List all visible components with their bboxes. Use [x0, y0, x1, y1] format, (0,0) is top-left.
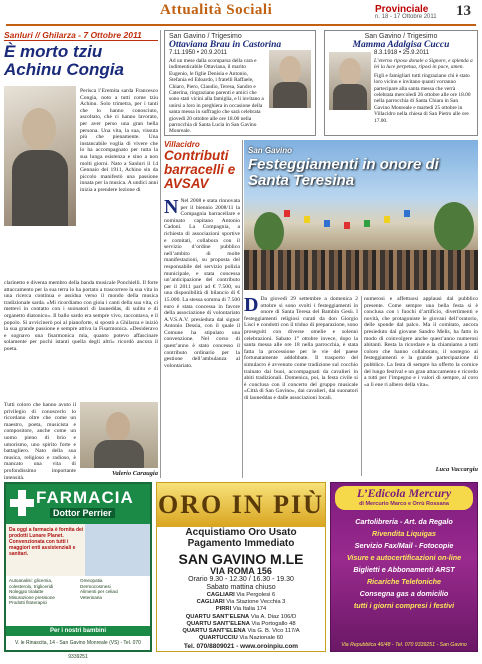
- list-item: Rivendita Liquigas: [372, 529, 436, 538]
- ad-services-list: [331, 516, 477, 612]
- article-kicker: San Gavino: [248, 146, 293, 155]
- ad-address: V. le Rinascita, 14 - San Gavino Monreale (VS) - Tel. 070 9339251: [15, 640, 141, 660]
- list-item: Noleggio tiralatte: [9, 589, 44, 595]
- list-item: Consegna gas a domicilio: [359, 589, 449, 598]
- column-divider: [160, 30, 161, 478]
- article-text: numerosi e affettuosi applausi dal pubblico presente. Come sempre una bella festa si è conclusa con i fuochi d’artificio, divertimenti e novità, che protagoniste le giovani dell’oratorio, delle sponde dal palco. Ma il comitato, ancora presieduto dal giovane Sandro Melis, ha fatto in modo di coinvolgere anche quest’anno numerosi abitanti. Resta la ricordare e la chiamiamo a tutti coloro che hanno collaborato, il sostegno ai festeggiamenti e la grande partecipazione di pubblico. La festa di sempre ha offerto la cornice del lungo festival e un gran attaccamento e ricordo a tutti per l’impegno e i valori di sempre, al coro «a li ene ri albero della vita».: [364, 296, 478, 388]
- obituary-quote: L’eterno riposo donale o Signore, e splenda a lei la luce perpetua, riposi in pace, amen.: [374, 58, 473, 71]
- article-body: Da giovedì 29 settembre a domenica 2 ottobre si sono svolti i festeggiamenti in onore di Santa Teresa del Bambin Gesù. I festeggiamenti religiosi curati da don Giorgio Lisci e condotti con il triduo di preparazione, sono proseguiti con diverse omelie e solenni celebrazioni. Sabato 1° ottobre invece, dopo la santa messa alle ore 18 nella parrocchia, è stata fatta la processione per le vie del paese fortunatamente addobbate. Il trasporto del simulacro è avvenuto come tradizione sul cocchio trainato dai buoi, accompagnati da cavalieri in abiti tradizionali. Domenica, poi, la festa civile si è conclusa con il concerto del gruppo musicale «Città di San Gavino», dai cavalieri, dai suonatori di launeddas e dalle associazioni locali.: [244, 296, 358, 401]
- article-title: È morto tziu Achinu Congia: [4, 42, 124, 79]
- article-achinu-congia: [4, 30, 158, 481]
- pharmacy-cross-icon: [10, 488, 34, 518]
- ad-logo: [157, 483, 325, 527]
- obituary-photo: [329, 52, 371, 110]
- ad-subtitle: Dottor Perrier: [50, 508, 115, 518]
- page-number: 13: [456, 3, 471, 19]
- obituary-text: Ad un mese dalla scomparsa della cara e indimenticabile Ottaviana, il marito Eugenio, le figlie Denisia e Antonio, Stefania ed Edoardo, i fratelli Raffaele, Chiaro, Piero, Claudio, Teresa, Sandro e Caterina, ringraziano parenti e amici che sono stati vicini alla famiglia, e li invitano a unirsi a loro in preghiera in occasione della santa messa in suffragio che sarà celebrata giovedì 20 ottobre alle ore 18.00 nella parrocchia di Santa Lucia in San Gavino Monreale.: [169, 58, 264, 135]
- article-text: Tutti coloro che hanno avuto il privilegio di conoscerlo lo ricordano oltre che come un maestro, poeta, musicista e compositore, anche come un uomo pieno di brio e umorismo, uno spirito forte e battagliero. Nato della sua musica, religioso e radioso, è mancato una vita di profondissimo importante intensità.: [4, 402, 76, 481]
- article-body: Nel 2008 e stata rinnovata per il biennio 2008/11 la Compagnia barracellare e nominato capitano Antonio Cadoni. La Compagnia, a richiesta di associazioni sportive e comitati, collabora con il servizio d’ordine pubblico nell’ambito di molte manifestazioni, su proposta del responsabile del servizio polizia municipale, e stata concessa un’anticipazione del contributo per il 2011 pari ad € 7.500, su una disponibilità di bilancio di € 15.000. La stessa somma di 7.500 euro è stata concessa in favore della associazione di volontariato A.V.S.A.V. presieduta dal signor Antonio Dessìa, con il quale il Comune ha stipulato una convenzione. Nel corso di quest’anno è stato concesso il contributo ordinario per la gestione dell’ambulanza al volontariato.: [164, 198, 240, 369]
- obituary-brau: [164, 30, 316, 136]
- ad-title: FARMACIA: [36, 488, 134, 507]
- location-item: QUARTU SANT’ELENA Via A. Diaz 106/D: [185, 613, 297, 620]
- ad-saturday: Sabato mattina chiuso: [206, 584, 276, 591]
- ad-footer: Via Repubblica 46/48 - Tel. 070 9339251 - San Gavino: [341, 642, 467, 648]
- list-item: Visure e autocertificazioni on-line: [346, 553, 462, 562]
- ad-owner: di Mercurio Marco e Orrù Rossana: [359, 501, 449, 507]
- list-item: Veterinaria: [80, 594, 102, 600]
- list-item: Dermocosmesi: [80, 583, 111, 589]
- list-item: Omeopatia: [80, 578, 103, 583]
- ad-farmacia: [4, 482, 152, 660]
- obituary-photo: [269, 50, 311, 108]
- ad-logo: [335, 486, 473, 510]
- article-text: [164, 198, 240, 480]
- ad-line: Acquistiamo Oro Usato: [185, 527, 297, 538]
- ad-logo-text: L’Edicola Mercury: [356, 486, 452, 500]
- article-kicker: Sanluri // Ghilarza - 7 Ottobre 2011: [4, 30, 158, 41]
- article-title: Festeggiamenti in onore di Santa Teresina: [248, 156, 439, 189]
- article-text: clarinetto e diventa membro della banda musicale Ponchielli. Il forte attaccamento per la sua terra lo ha portato a trascorrere la sua vita in una ricerca continua e assidua verso il mondo della musica tradizionale sarda. «Mi ricordiamo con gioia i canti della sua vita, ci mettevi in contatto con i suonatori di launeddas, di sulitu e di organetto diatonico». Il ballo sardo era sempre vivo, raccontava, e il popolo. Si avvicinerò poi al pianoforte, si spostò a Ghilarza e iniziò la sua grande passione e sempre attiva la Fisarmonica. «Desideravo e sognavo una fisarmonica mia, quanto potevo affascinare solamente per pochi istanti quella degli altri» ricordò ancora il poeta.: [4, 280, 158, 352]
- article-contributi-barracelli: [164, 140, 240, 478]
- ad-line: Pagamento Immediato: [187, 538, 295, 549]
- ad-street: VIA ROMA 156: [210, 566, 272, 576]
- column-divider: [242, 140, 243, 478]
- ad-services-list: [6, 576, 150, 608]
- ad-note: Da oggi a farmacia è fornita dei prodotti Lunare Planet. Convenzionata con tutti i maggiori enti assistenziali e sanitari.: [9, 527, 84, 557]
- obituary-text: Figli e famigliari tutti ringraziano chi è stato loro vicino e invitano quanti vorranno partecipare alla santa messa che verrà celebrata mercoledì 26 ottobre alle ore 18.00 nella parrocchia di Santa Chiara in San Gavino Monreale e martedì 25 ottobre in Villacidro nella chiesa di San Pietro alle ore 17.00.: [374, 72, 471, 124]
- column-divider: [361, 296, 362, 476]
- ad-hours: Orario 9.30 - 12.30 / 16.30 - 19.30: [188, 576, 294, 583]
- obituary-name: Mamma Adalgisa Cuccu: [352, 40, 450, 50]
- location-item: PIRRI Via Italia 174: [215, 606, 267, 613]
- article-kicker: Villacidro: [164, 140, 200, 149]
- drop-cap: N: [164, 196, 179, 218]
- list-item: Prodotti fitoterapici: [9, 600, 48, 606]
- article-text: [244, 296, 358, 476]
- ad-logo-text: ORO IN PIÙ: [158, 490, 324, 519]
- obituary-dates: 8.3.1918 • 25.9.2011: [374, 50, 430, 56]
- obituary-kicker: San Gavino / Trigesimo: [169, 33, 242, 40]
- list-item: Ricariche Telefoniche: [366, 577, 442, 586]
- list-item: Autoanalisi: glicemia, colesterolo, trigliceridi: [9, 578, 54, 589]
- drop-cap: D: [244, 294, 259, 316]
- location-item: QUARTU SANT’ELENA Via Portogallo 48: [186, 620, 296, 627]
- list-item: Biglietti e Abbonamenti ARST: [353, 565, 455, 574]
- obituary-name: Ottaviana Brau in Castorina: [169, 40, 282, 50]
- article-title: Contributi barracelli e AVSAV: [164, 148, 236, 191]
- obituary-kicker: San Gavino / Trigesimo: [364, 33, 438, 40]
- ad-locations: [157, 592, 325, 642]
- location-item: CAGLIARI Via Stazione Vecchia 3: [196, 599, 286, 606]
- location-item: QUARTU SANT’ELENA Via G. B. Vico 117/A: [182, 628, 300, 635]
- list-item: tutti i giorni compresi i festivi: [353, 601, 455, 610]
- newspaper-logo: Provinciale: [375, 4, 429, 15]
- obituary-cuccu: [324, 30, 478, 136]
- location-item: QUARTUCCIU Via Nazionale 60: [198, 635, 284, 642]
- article-text: Perisca l’Eremita sarda Francesco Congia, noto a tutti come tziu Achinu. Solo trimetra, per i tanti che lo hanno conosciuto, ascoltato, che ci hanno lavorato, per aver perso una gran bella persona. Una vita, la sua, vissuta più che pienamente. Una instancabile voglia di vivere che lo ha accompagnato per tutta la sua lunga esistenza e sino a non molti giorni. Nato a Sanluri il 14 Gennaio del 1911, Achino sin da piccolo manifestò una passione innata per la musica. A undici anni inizia a prendere lezione di: [80, 88, 158, 193]
- section-title: Attualità Sociali: [160, 2, 273, 18]
- list-item: Misurazione pressione: [9, 594, 55, 600]
- issue-date: n. 18 - 17 Ottobre 2011: [375, 14, 437, 20]
- obituary-dates: 7.11.1950 • 20.9.2011: [169, 50, 227, 56]
- ad-footer: Tel. 070/8809021 - www.oroinpiu.com: [183, 643, 299, 651]
- ad-edicola-mercury: [330, 482, 478, 652]
- portrait-photo: [4, 86, 76, 226]
- header-rule: [6, 24, 476, 26]
- article-signature: Valerio Caraugia: [111, 470, 158, 477]
- article-signature: Luca Vaccargiu: [435, 466, 478, 473]
- list-item: Alimenti per celiaci: [80, 589, 119, 595]
- location-item: CAGLIARI Via Pergolesi 6: [206, 592, 276, 598]
- ad-place: SAN GAVINO M.LE: [178, 551, 304, 567]
- ad-oro-in-piu: [156, 482, 326, 652]
- ad-banner: Per i nostri bambini: [6, 626, 150, 636]
- list-item: Servizio Fax/Mail - Fotocopie: [354, 541, 454, 550]
- accordion-photo: [80, 402, 158, 468]
- list-item: Cartolibreria - Art. da Regalo: [355, 517, 453, 526]
